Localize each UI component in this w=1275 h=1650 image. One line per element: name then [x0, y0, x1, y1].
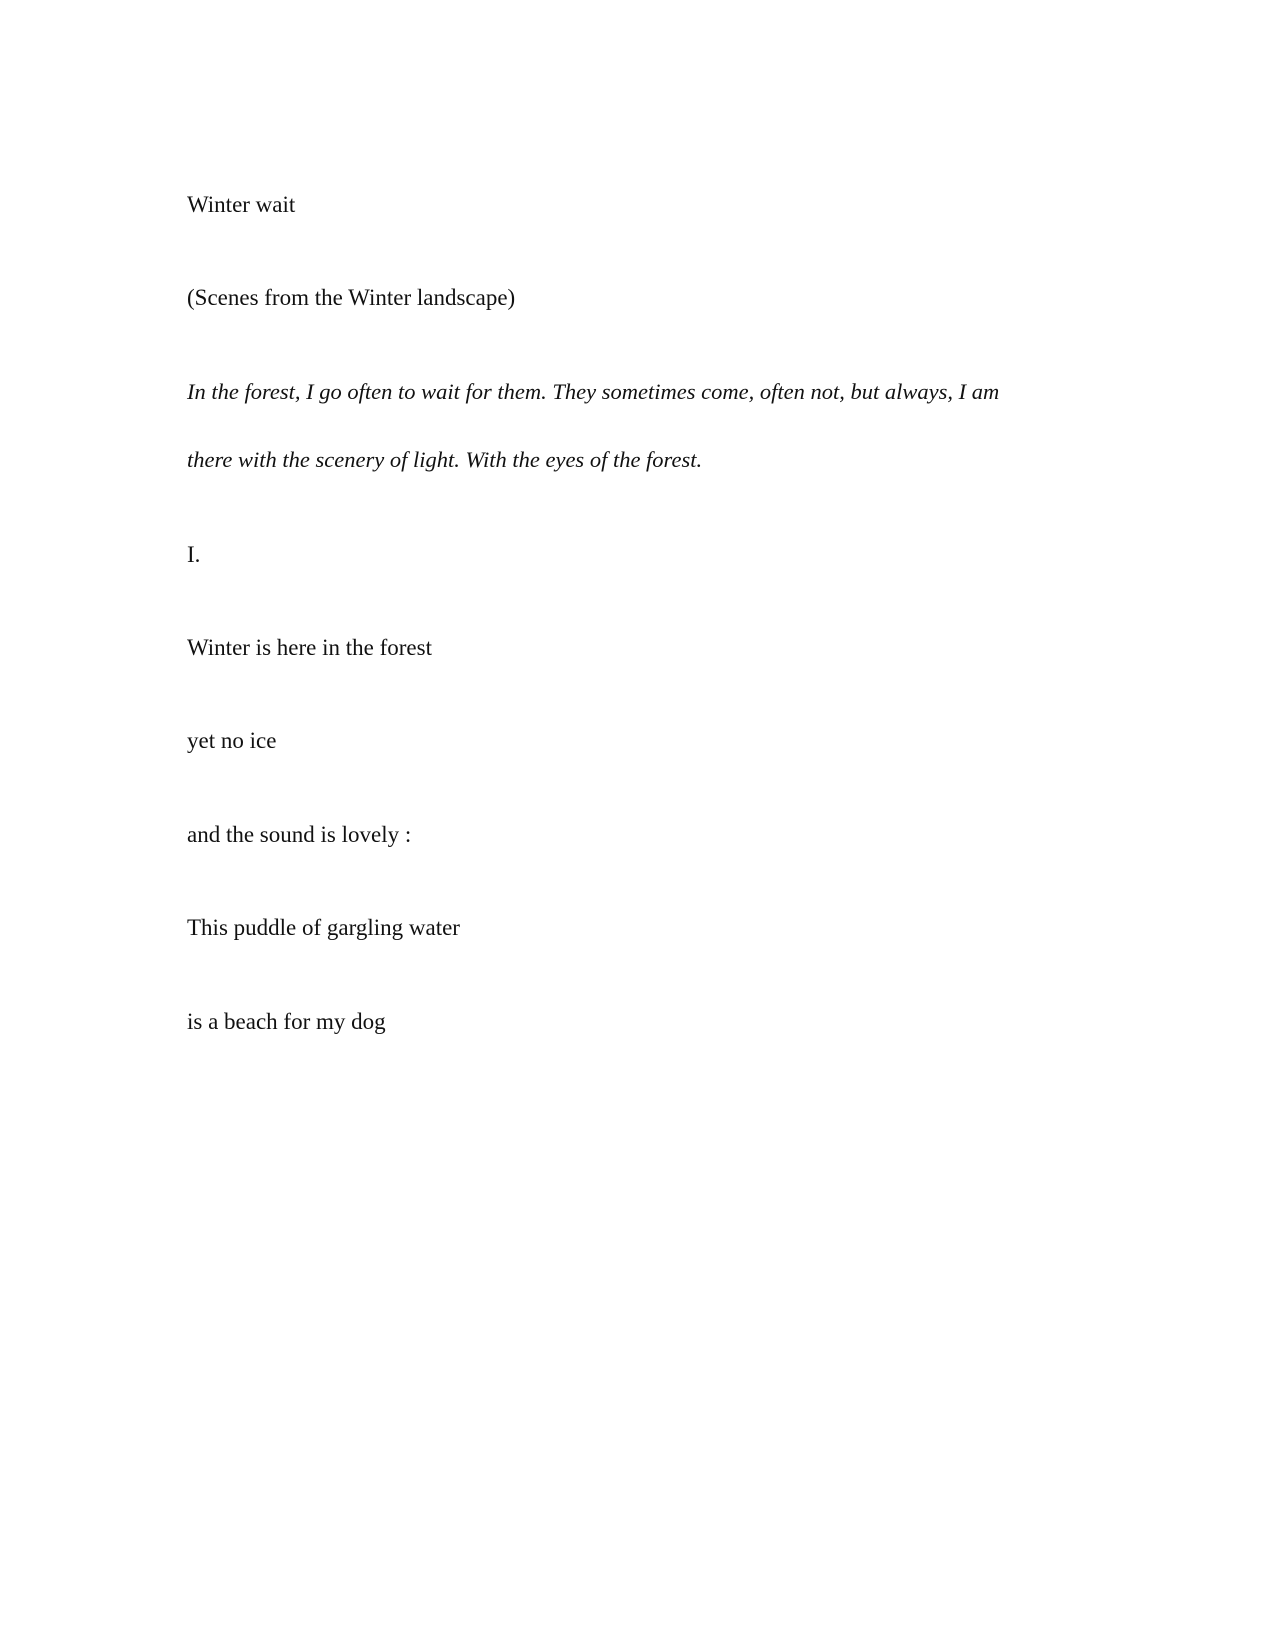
poem-line: This puddle of gargling water — [187, 915, 460, 940]
poem-line: is a beach for my dog — [187, 1009, 386, 1034]
poem-line: Winter is here in the forest — [187, 635, 432, 660]
section-numeral: I. — [187, 542, 201, 567]
poem-line: yet no ice — [187, 728, 277, 753]
epigraph-line: there with the scenery of light. With the eyes of the forest. — [187, 447, 703, 472]
poem-subtitle: (Scenes from the Winter landscape) — [187, 285, 516, 310]
poem-title: Winter wait — [187, 192, 296, 217]
poem-line: and the sound is lovely : — [187, 822, 412, 847]
epigraph-line: In the forest, I go often to wait for them. They sometimes come, often not, but always, I am — [187, 379, 1000, 404]
